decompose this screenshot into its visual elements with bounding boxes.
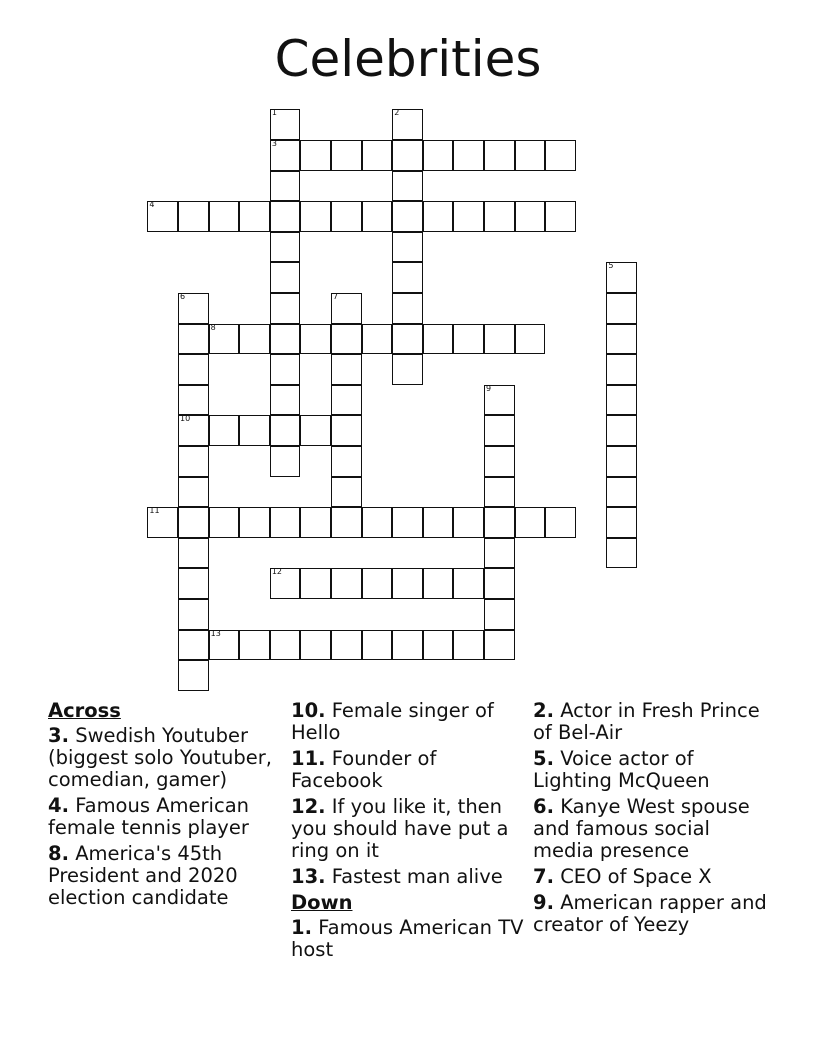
- grid-cell[interactable]: [331, 201, 362, 232]
- grid-cell[interactable]: [453, 568, 484, 599]
- grid-cell[interactable]: [300, 415, 331, 446]
- clue-number: 2.: [533, 699, 554, 722]
- grid-cell[interactable]: [392, 507, 423, 538]
- grid-cell[interactable]: [362, 630, 393, 661]
- clue-number-label: 12: [271, 567, 282, 577]
- clue-number: 13.: [291, 865, 326, 888]
- grid-cell[interactable]: [270, 630, 301, 661]
- grid-cell[interactable]: [209, 201, 240, 232]
- clue-text: Voice actor of Lighting McQueen: [533, 747, 710, 792]
- grid-cell[interactable]: [606, 415, 637, 446]
- grid-cell[interactable]: [331, 630, 362, 661]
- grid-cell[interactable]: [606, 538, 637, 569]
- grid-cell[interactable]: [453, 630, 484, 661]
- grid-cell[interactable]: [606, 262, 637, 293]
- clue-text: Famous American TV host: [291, 916, 524, 961]
- grid-cell[interactable]: [270, 385, 301, 416]
- grid-cell[interactable]: [178, 599, 209, 630]
- grid-cell[interactable]: [423, 140, 454, 171]
- clue-number-label: 7: [333, 291, 339, 301]
- grid-cell[interactable]: [270, 140, 301, 171]
- clue-number-label: 10: [180, 414, 191, 424]
- grid-cell[interactable]: [300, 201, 331, 232]
- grid-cell[interactable]: [362, 507, 393, 538]
- grid-cell[interactable]: [606, 507, 637, 538]
- grid-cell[interactable]: [606, 354, 637, 385]
- grid-cell[interactable]: [209, 630, 240, 661]
- clue-number-label: 9: [486, 383, 492, 393]
- clue-text: Famous American female tennis player: [48, 794, 250, 839]
- clue-item: [533, 748, 773, 792]
- clue-number: 5.: [533, 747, 554, 770]
- grid-cell[interactable]: [331, 140, 362, 171]
- grid-cell[interactable]: [239, 324, 270, 355]
- clue-item: [291, 796, 527, 862]
- grid-cell[interactable]: [300, 140, 331, 171]
- grid-cell[interactable]: [331, 385, 362, 416]
- grid-cell[interactable]: [484, 507, 515, 538]
- puzzle-title: Celebrities: [274, 30, 542, 88]
- grid-cell[interactable]: [209, 415, 240, 446]
- grid-cell[interactable]: [270, 507, 301, 538]
- grid-cell[interactable]: [239, 415, 270, 446]
- grid-cell[interactable]: [178, 630, 209, 661]
- grid-cell[interactable]: [515, 324, 546, 355]
- clue-number-label: 3: [271, 138, 277, 148]
- grid-cell[interactable]: [484, 324, 515, 355]
- grid-cell[interactable]: [331, 568, 362, 599]
- clue-number: 7.: [533, 865, 554, 888]
- grid-cell[interactable]: [178, 477, 209, 508]
- grid-cell[interactable]: [362, 201, 393, 232]
- grid-cell[interactable]: [239, 201, 270, 232]
- clue-text: Founder of Facebook: [291, 747, 437, 792]
- clue-number: 3.: [48, 724, 69, 747]
- clue-text: Fastest man alive: [331, 865, 503, 888]
- clue-number: 10.: [291, 699, 326, 722]
- clue-number: 12.: [291, 795, 326, 818]
- clue-number: 1.: [291, 916, 312, 939]
- grid-cell[interactable]: [270, 201, 301, 232]
- across-heading: Across: [48, 699, 121, 722]
- grid-cell[interactable]: [178, 538, 209, 569]
- grid-cell[interactable]: [270, 354, 301, 385]
- grid-cell[interactable]: [423, 568, 454, 599]
- grid-cell[interactable]: [270, 446, 301, 477]
- clue-item: [291, 917, 527, 961]
- grid-cell[interactable]: [392, 324, 423, 355]
- clue-number: 8.: [48, 842, 69, 865]
- grid-cell[interactable]: [239, 630, 270, 661]
- grid-cell[interactable]: [362, 324, 393, 355]
- grid-cell[interactable]: [392, 140, 423, 171]
- clue-item: [48, 843, 284, 909]
- grid-cell[interactable]: [545, 140, 576, 171]
- clue-number-label: 8: [210, 322, 216, 332]
- grid-cell[interactable]: [300, 507, 331, 538]
- clue-number-label: 4: [149, 200, 155, 210]
- grid-cell[interactable]: [606, 385, 637, 416]
- grid-cell[interactable]: [484, 201, 515, 232]
- grid-cell[interactable]: [178, 507, 209, 538]
- grid-cell[interactable]: [484, 599, 515, 630]
- clue-number-label: 13: [210, 628, 221, 638]
- grid-cell[interactable]: [239, 507, 270, 538]
- grid-cell[interactable]: [606, 293, 637, 324]
- clue-text: CEO of Space X: [560, 865, 712, 888]
- grid-cell[interactable]: [178, 354, 209, 385]
- clue-text: Swedish Youtuber (biggest solo Youtuber, comedian, gamer): [48, 724, 273, 791]
- grid-cell[interactable]: [606, 324, 637, 355]
- clue-item: [291, 866, 527, 888]
- clue-number-label: 2: [394, 108, 400, 118]
- grid-cell[interactable]: [515, 201, 546, 232]
- clue-text: American rapper and creator of Yeezy: [533, 891, 767, 936]
- grid-cell[interactable]: [270, 171, 301, 202]
- grid-cell[interactable]: [178, 385, 209, 416]
- grid-cell[interactable]: [392, 232, 423, 263]
- grid-cell[interactable]: [362, 140, 393, 171]
- grid-cell[interactable]: [484, 630, 515, 661]
- grid-cell[interactable]: [484, 385, 515, 416]
- grid-cell[interactable]: [484, 446, 515, 477]
- clue-item: [533, 866, 773, 888]
- clue-item: [291, 700, 527, 744]
- grid-cell[interactable]: [270, 262, 301, 293]
- clue-number: 6.: [533, 795, 554, 818]
- clue-text: Actor in Fresh Prince of Bel-Air: [533, 699, 760, 744]
- grid-cell[interactable]: [453, 324, 484, 355]
- clue-item: [533, 700, 773, 744]
- clue-text: Kanye West spouse and famous social media presence: [533, 795, 750, 862]
- grid-cell[interactable]: [331, 477, 362, 508]
- grid-cell[interactable]: [392, 109, 423, 140]
- clue-number: 9.: [533, 891, 554, 914]
- clue-item: [48, 725, 284, 791]
- clue-item: [533, 892, 773, 936]
- grid-cell[interactable]: [392, 262, 423, 293]
- grid-cell[interactable]: [484, 477, 515, 508]
- clue-text: America's 45th President and 2020 election candidate: [48, 842, 238, 909]
- grid-cell[interactable]: [270, 324, 301, 355]
- grid-cell[interactable]: [423, 507, 454, 538]
- grid-cell[interactable]: [270, 109, 301, 140]
- clue-number-label: 1: [271, 108, 277, 118]
- clue-item: [291, 748, 527, 792]
- clue-item: [533, 796, 773, 862]
- grid-cell[interactable]: [270, 415, 301, 446]
- grid-cell[interactable]: [362, 568, 393, 599]
- grid-cell[interactable]: [545, 201, 576, 232]
- grid-cell[interactable]: [392, 201, 423, 232]
- clue-item: [48, 795, 284, 839]
- clues-column-1: [48, 700, 284, 913]
- clue-number-label: 11: [149, 506, 160, 516]
- grid-cell[interactable]: [331, 507, 362, 538]
- grid-cell[interactable]: [484, 415, 515, 446]
- grid-cell[interactable]: [423, 324, 454, 355]
- grid-cell[interactable]: [484, 538, 515, 569]
- grid-cell[interactable]: [178, 201, 209, 232]
- grid-cell[interactable]: [178, 293, 209, 324]
- clue-text: Female singer of Hello: [291, 699, 494, 744]
- grid-cell[interactable]: [300, 630, 331, 661]
- grid-cell[interactable]: [484, 140, 515, 171]
- clues-column-2: [291, 700, 527, 965]
- down-heading: Down: [291, 891, 353, 914]
- grid-cell[interactable]: [178, 446, 209, 477]
- clue-number: 11.: [291, 747, 326, 770]
- grid-cell[interactable]: [270, 293, 301, 324]
- grid-cell[interactable]: [423, 630, 454, 661]
- grid-cell[interactable]: [331, 324, 362, 355]
- grid-cell[interactable]: [392, 171, 423, 202]
- grid-cell[interactable]: [545, 507, 576, 538]
- clue-number-label: 6: [180, 291, 186, 301]
- grid-cell[interactable]: [331, 446, 362, 477]
- grid-cell[interactable]: [453, 140, 484, 171]
- clues-column-3: [533, 700, 773, 940]
- grid-cell[interactable]: [331, 293, 362, 324]
- grid-cell[interactable]: [453, 201, 484, 232]
- grid-cell[interactable]: [300, 324, 331, 355]
- grid-cell[interactable]: [606, 446, 637, 477]
- grid-cell[interactable]: [392, 630, 423, 661]
- grid-cell[interactable]: [484, 568, 515, 599]
- grid-cell[interactable]: [147, 201, 178, 232]
- grid-cell[interactable]: [270, 232, 301, 263]
- clue-number-label: 5: [608, 261, 614, 271]
- grid-cell[interactable]: [423, 201, 454, 232]
- grid-cell[interactable]: [515, 140, 546, 171]
- clue-number: 4.: [48, 794, 69, 817]
- clue-text: If you like it, then you should have put a ring on it: [291, 795, 509, 862]
- grid-cell[interactable]: [209, 507, 240, 538]
- grid-cell[interactable]: [178, 568, 209, 599]
- grid-cell[interactable]: [392, 568, 423, 599]
- grid-cell[interactable]: [606, 477, 637, 508]
- grid-cell[interactable]: [209, 324, 240, 355]
- grid-cell[interactable]: [331, 354, 362, 385]
- grid-cell[interactable]: [453, 507, 484, 538]
- grid-cell[interactable]: [270, 568, 301, 599]
- grid-cell[interactable]: [178, 324, 209, 355]
- grid-cell[interactable]: [515, 507, 546, 538]
- grid-cell[interactable]: [178, 660, 209, 691]
- grid-cell[interactable]: [331, 415, 362, 446]
- grid-cell[interactable]: [392, 293, 423, 324]
- grid-cell[interactable]: [147, 507, 178, 538]
- grid-cell[interactable]: [392, 354, 423, 385]
- grid-cell[interactable]: [300, 568, 331, 599]
- grid-cell[interactable]: [178, 415, 209, 446]
